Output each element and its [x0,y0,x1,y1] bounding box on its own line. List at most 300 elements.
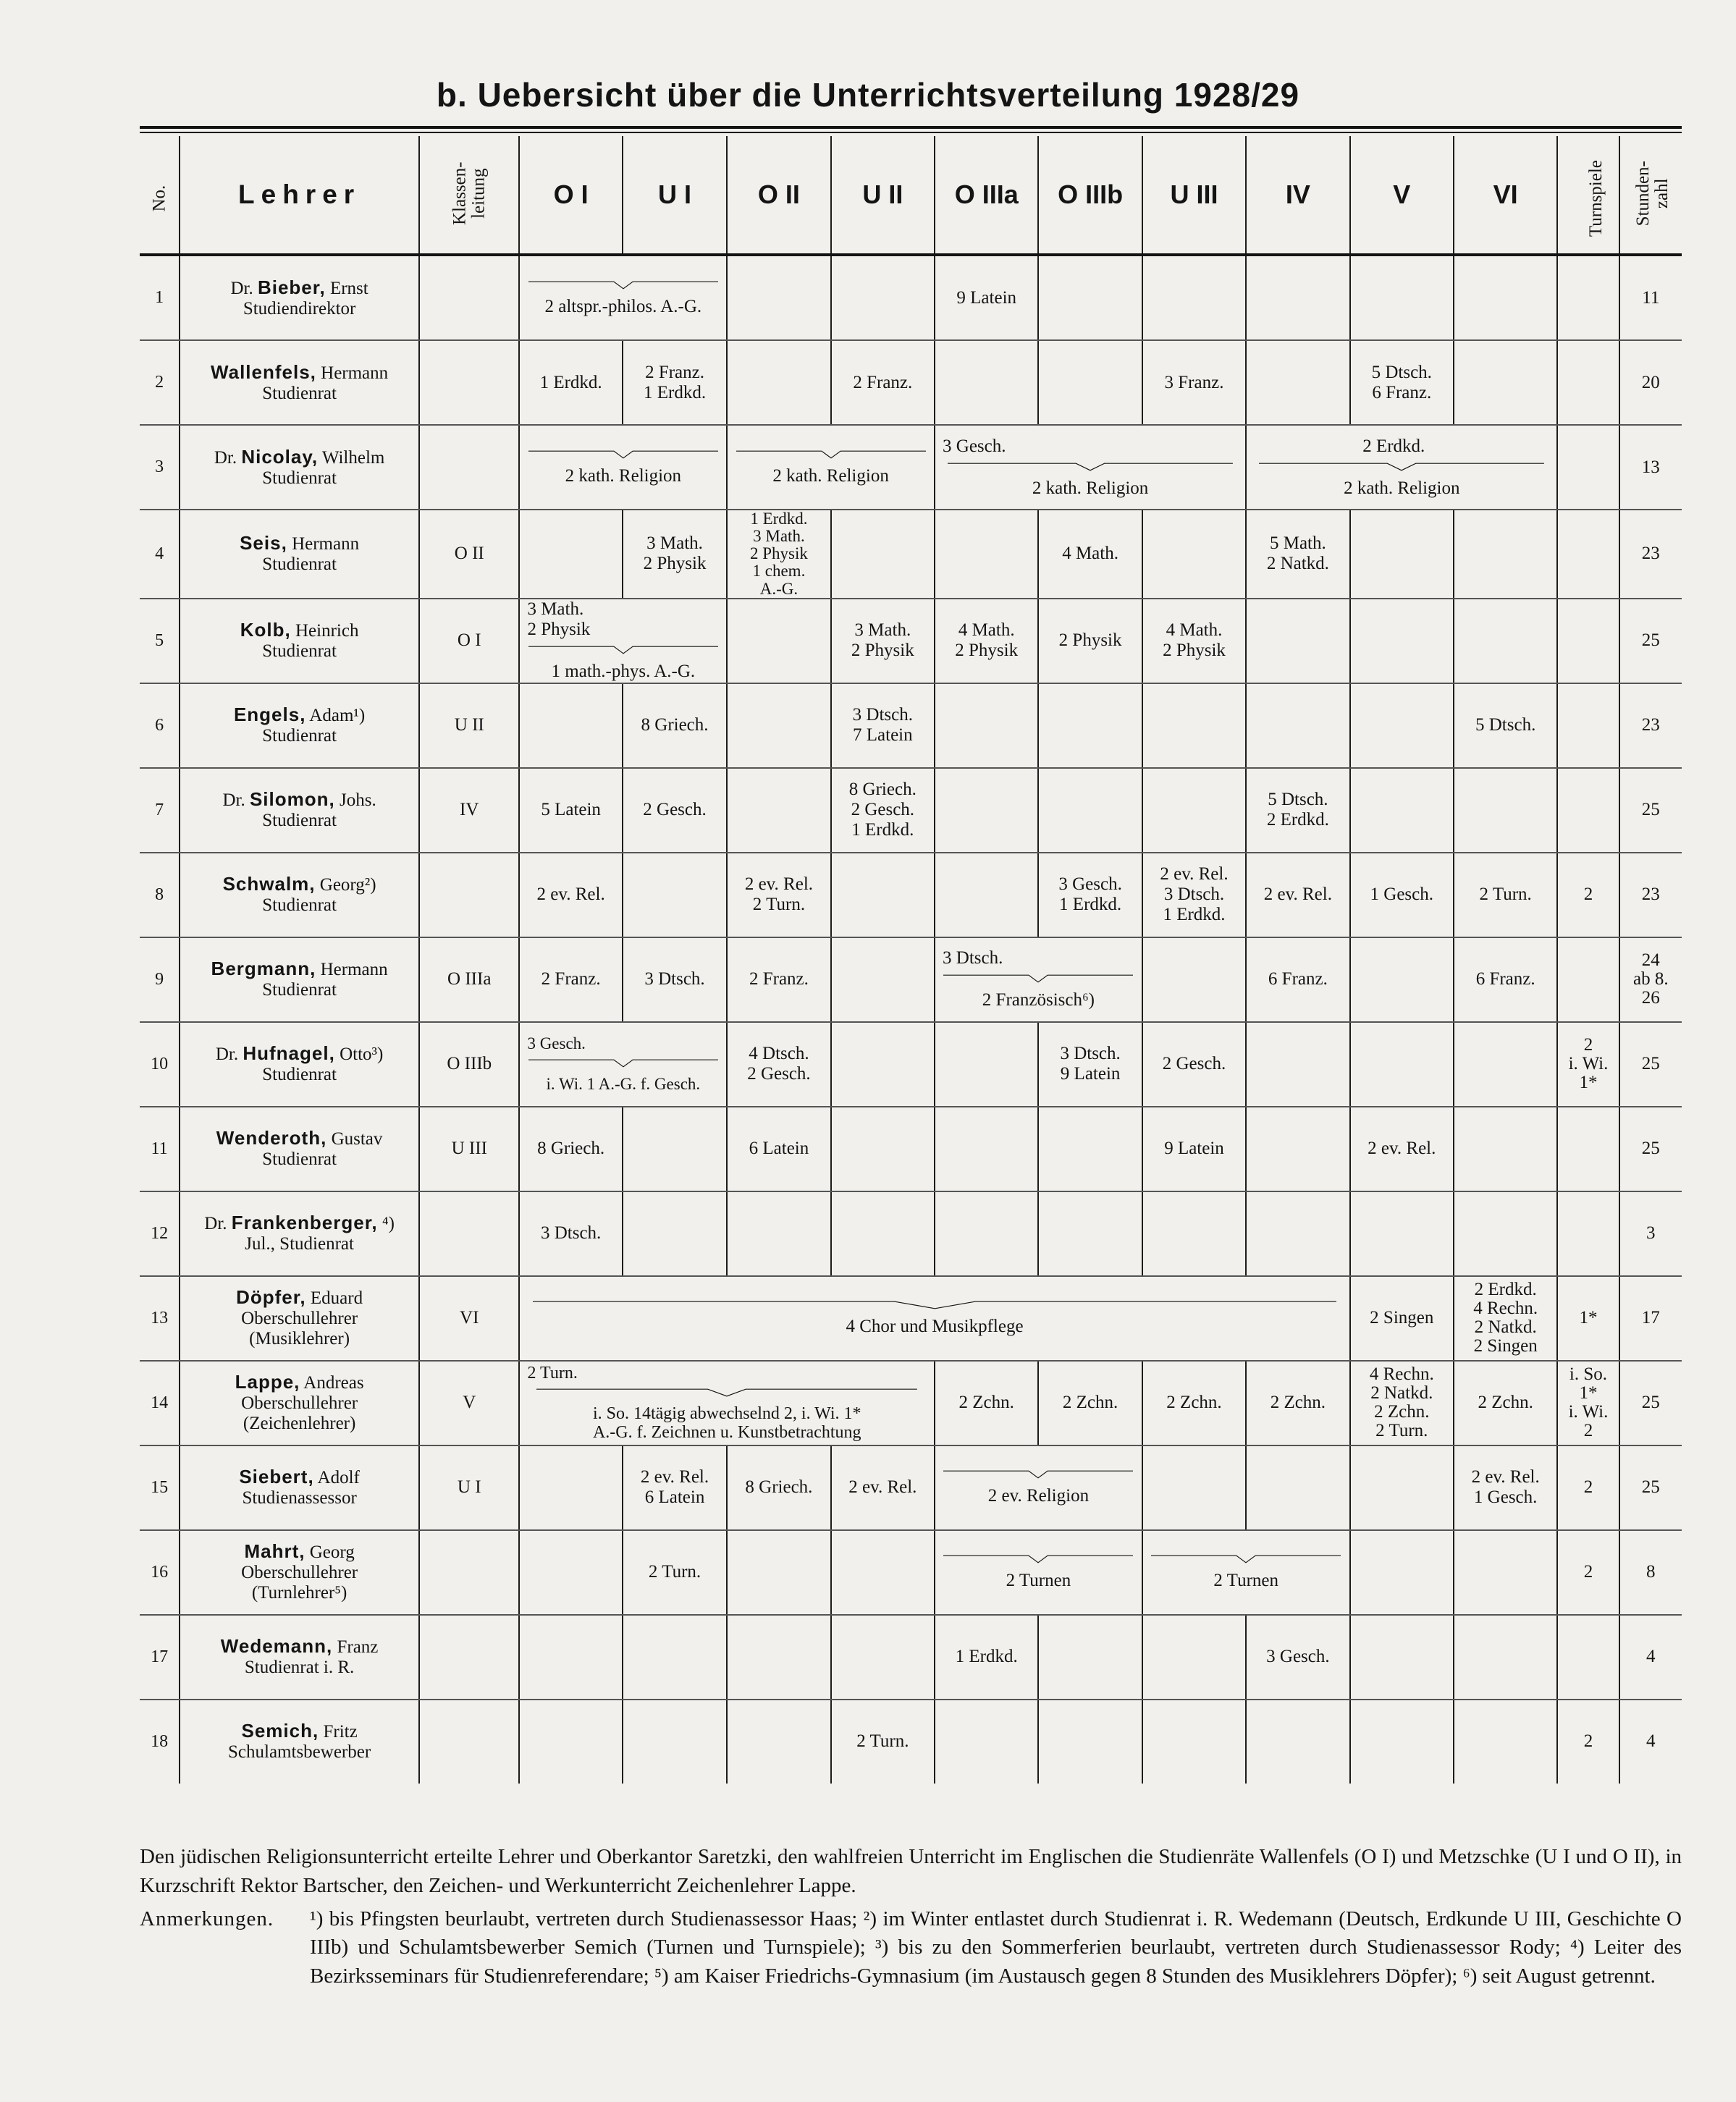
cell: 8 Griech. [519,1107,622,1191]
turnspiele [1557,937,1619,1022]
cell-span: 2 ev. Religion [935,1445,1142,1530]
header-class: O II [727,136,830,255]
stundenzahl: 25 [1619,1022,1682,1107]
row-no: 16 [140,1530,180,1615]
table-row [140,683,1682,768]
cell: 2 Zchn. [1246,1361,1349,1445]
cell: 3 Math. 2 Physik [831,599,935,683]
cell: 2 Zchn. [935,1361,1038,1445]
cell: 5 Dtsch. 2 Erdkd. [1246,768,1349,853]
page-title: b. Uebersicht über die Unterrichtsverteilung 1928/29 [436,76,1300,114]
cell: 8 Griech. [623,683,727,768]
cell [1038,1191,1142,1276]
cell-span: 4 Chor und Musikpflege [519,1276,1349,1361]
cell: 3 Dtsch. [519,1191,622,1276]
cell [935,510,1038,599]
cell [1246,683,1349,768]
klassenleitung [419,1191,519,1276]
turnspiele [1557,1615,1619,1700]
turnspiele: 2 [1557,853,1619,937]
cell [1142,937,1246,1022]
cell [1142,510,1246,599]
header-class: U II [831,136,935,255]
cell: 4 Math. 2 Physik [1142,599,1246,683]
cell [727,599,830,683]
cell [1246,1445,1349,1530]
teacher: Dr. Nicolay, Wilhelm Studienrat [180,425,419,510]
stundenzahl: 23 [1619,683,1682,768]
turnspiele [1557,683,1619,768]
row-no: 2 [140,340,180,425]
header-class: IV [1246,136,1349,255]
cell-span: 3 Gesch. i. Wi. 1 A.-G. f. Gesch. [519,1022,727,1107]
cell-span: 2 Turnen [935,1530,1142,1615]
cell [727,1530,830,1615]
cell [1350,1191,1454,1276]
cell-span: 2 Turnen [1142,1530,1350,1615]
cell: 2 ev. Rel. 6 Latein [623,1445,727,1530]
cell: 2 ev. Rel. [1350,1107,1454,1191]
cell-span: 3 Math. 2 Physik 1 math.-phys. A.-G. [519,599,727,683]
cell [623,1615,727,1700]
cell [1038,1107,1142,1191]
cell [1454,1191,1557,1276]
stundenzahl: 25 [1619,1445,1682,1530]
row-no: 15 [140,1445,180,1530]
cell: 2 Franz. 1 Erdkd. [623,340,727,425]
cell [935,768,1038,853]
row-no: 8 [140,853,180,937]
klassenleitung: O II [419,510,519,599]
row-no: 12 [140,1191,180,1276]
brace [528,279,718,291]
cell-span: 2 altspr.-philos. A.-G. [519,255,727,340]
cell: 1 Erdkd. 3 Math. 2 Physik 1 chem. A.-G. [727,510,830,599]
table-row [140,1445,1682,1530]
cell [1246,1022,1349,1107]
row-no: 7 [140,768,180,853]
turnspiele: 2 [1557,1700,1619,1784]
stundenzahl: 20 [1619,340,1682,425]
stundenzahl: 25 [1619,768,1682,853]
table-row [140,768,1682,853]
klassenleitung [419,1700,519,1784]
cell [1246,255,1349,340]
cell [831,1191,935,1276]
cell [1350,1022,1454,1107]
annotations [140,1905,1682,1991]
turnspiele: 2 i. Wi. 1* [1557,1022,1619,1107]
turnspiele [1557,599,1619,683]
stundenzahl: 3 [1619,1191,1682,1276]
cell [935,1022,1038,1107]
cell [1454,1022,1557,1107]
cell [1350,255,1454,340]
top-rule [140,126,1682,129]
header-class: O I [519,136,622,255]
brace [943,973,1133,984]
klassenleitung: O I [419,599,519,683]
cell [1142,1615,1246,1700]
row-no: 5 [140,599,180,683]
cell-span: 2 Erdkd. 2 kath. Religion [1246,425,1557,510]
row-no: 4 [140,510,180,599]
stundenzahl: 25 [1619,599,1682,683]
cell [623,1107,727,1191]
cell: 3 Gesch. 1 Erdkd. [1038,853,1142,937]
row-no: 11 [140,1107,180,1191]
row-no: 10 [140,1022,180,1107]
header-no: No. [140,136,180,255]
cell [1246,1191,1349,1276]
cell [1038,768,1142,853]
cell: 5 Math. 2 Natkd. [1246,510,1349,599]
klassenleitung [419,425,519,510]
cell: 2 Franz. [519,937,622,1022]
cell [1454,510,1557,599]
teacher: Dr. Silomon, Johs. Studienrat [180,768,419,853]
klassenleitung: U II [419,683,519,768]
row-no: 17 [140,1615,180,1700]
cell: 2 Zchn. [1454,1361,1557,1445]
cell [1454,1107,1557,1191]
notes-label: Anmerkungen. [140,1907,274,1930]
klassenleitung: U I [419,1445,519,1530]
cell [623,853,727,937]
teacher: Semich, Fritz Schulamtsbewerber [180,1700,419,1784]
brace [528,449,718,460]
teacher: Kolb, Heinrich Studienrat [180,599,419,683]
cell: 2 ev. Rel. 1 Gesch. [1454,1445,1557,1530]
row-no: 3 [140,425,180,510]
cell [1038,340,1142,425]
header-row [140,136,1682,255]
cell [1038,1700,1142,1784]
cell [1350,1530,1454,1615]
turnspiele [1557,1107,1619,1191]
cell [727,768,830,853]
cell: 5 Dtsch. [1454,683,1557,768]
row-no: 9 [140,937,180,1022]
klassenleitung [419,1530,519,1615]
turnspiele [1557,340,1619,425]
cell [831,1615,935,1700]
cell: 2 ev. Rel. 3 Dtsch. 1 Erdkd. [1142,853,1246,937]
cell [1246,340,1349,425]
header-stundenzahl: Stunden- zahl [1619,136,1682,255]
table-row [140,937,1682,1022]
cell [1454,1530,1557,1615]
cell [831,1107,935,1191]
header-class: V [1350,136,1454,255]
brace [528,644,718,656]
table-row [140,1615,1682,1700]
klassenleitung: U III [419,1107,519,1191]
cell: 5 Latein [519,768,622,853]
klassenleitung: IV [419,768,519,853]
cell [935,1107,1038,1191]
cell [1454,255,1557,340]
cell: 9 Latein [935,255,1038,340]
cell [727,1191,830,1276]
cell-span: 2 kath. Religion [519,425,727,510]
header-class: U I [623,136,727,255]
cell: 1 Erdkd. [519,340,622,425]
brace [948,461,1233,473]
stundenzahl: 11 [1619,255,1682,340]
cell [1454,1700,1557,1784]
cell [1350,510,1454,599]
cell [1142,1191,1246,1276]
row-no: 14 [140,1361,180,1445]
header-class: VI [1454,136,1557,255]
cell: 2 Turn. [831,1700,935,1784]
klassenleitung [419,255,519,340]
cell-span: 3 Dtsch. 2 Französisch⁶) [935,937,1142,1022]
cell: 2 ev. Rel. [1246,853,1349,937]
cell [519,1445,622,1530]
cell [935,853,1038,937]
header-klassenleitung: Klassen- leitung [419,136,519,255]
cell: 4 Dtsch. 2 Gesch. [727,1022,830,1107]
turnspiele: 2 [1557,1445,1619,1530]
cell: 5 Dtsch. 6 Franz. [1350,340,1454,425]
footer-note [140,1842,1682,1900]
brace [736,449,926,460]
cell [1246,599,1349,683]
cell [727,1700,830,1784]
cell [935,340,1038,425]
stundenzahl: 17 [1619,1276,1682,1361]
cell [1454,1615,1557,1700]
cell: 9 Latein [1142,1107,1246,1191]
header-class: U III [1142,136,1246,255]
teacher: Schwalm, Georg²) Studienrat [180,853,419,937]
cell: 3 Franz. [1142,340,1246,425]
klassenleitung [419,853,519,937]
table-row [140,1191,1682,1276]
turnspiele [1557,255,1619,340]
cell [831,510,935,599]
cell [935,683,1038,768]
klassenleitung: V [419,1361,519,1445]
distribution-table [140,136,1682,1784]
table-row [140,853,1682,937]
stundenzahl: 24 ab 8. 26 [1619,937,1682,1022]
cell [935,1191,1038,1276]
table-row [140,510,1682,599]
cell [727,340,830,425]
stundenzahl: 23 [1619,853,1682,937]
header-class: O IIIa [935,136,1038,255]
cell [1350,937,1454,1022]
klassenleitung: O IIIb [419,1022,519,1107]
cell: 2 Zchn. [1142,1361,1246,1445]
cell: 1 Erdkd. [935,1615,1038,1700]
cell: 2 Gesch. [623,768,727,853]
header-turnspiele: Turnspiele [1557,136,1619,255]
table-row [140,1022,1682,1107]
cell [831,853,935,937]
cell: 3 Dtsch. 7 Latein [831,683,935,768]
cell [935,1700,1038,1784]
turnspiele: 2 [1557,1530,1619,1615]
klassenleitung [419,340,519,425]
stundenzahl: 13 [1619,425,1682,510]
cell [727,683,830,768]
cell: 2 Turn. [1454,853,1557,937]
cell [831,937,935,1022]
turnspiele [1557,425,1619,510]
footer-text: Den jüdischen Religionsunterricht erteilte Lehrer und Oberkantor Saretzki, den wahlfreien Unterricht im Englischen die Studienräte Wallenfels (O I) und Metzschke (U I und O II), in Kurzschrift Rektor Bartscher, den Zeichen- und Werkunterricht Zeichenlehrer Lappe. [140,1845,1682,1898]
cell [1038,255,1142,340]
cell: 2 Gesch. [1142,1022,1246,1107]
klassenleitung: VI [419,1276,519,1361]
cell [1350,1700,1454,1784]
cell: 3 Dtsch. [623,937,727,1022]
cell-span: 2 kath. Religion [727,425,935,510]
cell: 2 Franz. [727,937,830,1022]
cell: 2 ev. Rel. [831,1445,935,1530]
turnspiele: 1* [1557,1276,1619,1361]
table-row [140,1276,1682,1361]
cell [519,1700,622,1784]
cell: 4 Rechn. 2 Natkd. 2 Zchn. 2 Turn. [1350,1361,1454,1445]
cell [623,1191,727,1276]
teacher: Wallenfels, Hermann Studienrat [180,340,419,425]
cell [1038,683,1142,768]
teacher: Wenderoth, Gustav Studienrat [180,1107,419,1191]
teacher: Mahrt, Georg Oberschullehrer (Turnlehrer⁵) [180,1530,419,1615]
cell [727,1615,830,1700]
row-no: 18 [151,1731,169,1751]
brace [536,1387,917,1398]
cell [1454,340,1557,425]
teacher: Dr. Bieber, Ernst Studiendirektor [180,255,419,340]
cell [1246,1700,1349,1784]
teacher: Lappe, Andreas Oberschullehrer (Zeichenlehrer) [180,1361,419,1445]
cell [1454,599,1557,683]
cell [831,255,935,340]
stundenzahl: 23 [1619,510,1682,599]
teacher: Dr. Frankenberger, ⁴) Jul., Studienrat [180,1191,419,1276]
turnspiele: i. So. 1* i. Wi. 2 [1557,1361,1619,1445]
table-row [140,1530,1682,1615]
cell: 2 Singen [1350,1276,1454,1361]
teacher: Bergmann, Hermann Studienrat [180,937,419,1022]
cell [519,1530,622,1615]
cell [1454,768,1557,853]
brace [1151,1553,1341,1565]
cell [831,1022,935,1107]
cell: 2 Physik [1038,599,1142,683]
teacher: Dr. Hufnagel, Otto³) Studienrat [180,1022,419,1107]
cell [1142,1700,1246,1784]
brace [943,1553,1133,1565]
cell [1350,768,1454,853]
cell: 8 Griech. 2 Gesch. 1 Erdkd. [831,768,935,853]
table-row [140,599,1682,683]
stundenzahl: 4 [1619,1700,1682,1784]
cell [519,683,622,768]
cell [1142,768,1246,853]
cell-span: 3 Gesch. 2 kath. Religion [935,425,1246,510]
brace [943,1469,1133,1480]
brace [528,1058,718,1069]
table-row [140,255,1682,340]
teacher: Seis, Hermann Studienrat [180,510,419,599]
cell [1142,255,1246,340]
teacher: Siebert, Adolf Studienassessor [180,1445,419,1530]
klassenleitung: O IIIa [419,937,519,1022]
turnspiele [1557,1191,1619,1276]
cell: 4 Math. [1038,510,1142,599]
cell [623,1700,727,1784]
stundenzahl: 8 [1619,1530,1682,1615]
cell: 2 Erdkd. 4 Rechn. 2 Natkd. 2 Singen [1454,1276,1557,1361]
cell [519,510,622,599]
cell: 2 Zchn. [1038,1361,1142,1445]
cell: 3 Gesch. [1246,1615,1349,1700]
cell: 3 Dtsch. 9 Latein [1038,1022,1142,1107]
cell [1350,1445,1454,1530]
row-no: 1 [140,255,180,340]
cell [1350,683,1454,768]
header-lehrer: Lehrer [180,136,419,255]
cell [1350,599,1454,683]
cell [1142,683,1246,768]
cell [1246,1107,1349,1191]
cell: 2 Turn. [623,1530,727,1615]
row-no: 6 [140,683,180,768]
teacher: Engels, Adam¹) Studienrat [180,683,419,768]
cell [831,1530,935,1615]
cell-span: 2 Turn. i. So. 14tägig abwechselnd 2, i. Wi. 1* A.-G. f. Zeichnen u. Kunstbetrachtung [519,1361,935,1445]
teacher: Wedemann, Franz Studienrat i. R. [180,1615,419,1700]
cell: 3 Math. 2 Physik [623,510,727,599]
cell: 6 Franz. [1246,937,1349,1022]
notes-text: ¹) bis Pfingsten beurlaubt, vertreten durch Studienassessor Haas; ²) im Winter entlastet durch Studienrat i. R. Wedemann (Deutsch, Erdkunde U III, Geschichte O IIIb) und Schulamtsbewerber Semich (Turnen und Turnspiele); ³) bis zu den Sommerferien beurlaubt, vertreten durch Studienassessor Rody; ⁴) Leiter des Bezirksseminars für Studienreferendare; ⁵) am Kaiser Friedrichs-Gymnasium (im Austausch gegen 8 Stunden des Musiklehrers Döpfer); ⁶) seit August getrennt. [310,1907,1682,1988]
stundenzahl: 25 [1619,1107,1682,1191]
top-rule-thin [140,132,1682,133]
cell: 8 Griech. [727,1445,830,1530]
brace [533,1299,1337,1311]
cell [1038,1615,1142,1700]
cell: 2 ev. Rel. [519,853,622,937]
cell [519,1615,622,1700]
cell: 2 ev. Rel. 2 Turn. [727,853,830,937]
stundenzahl: 25 [1619,1361,1682,1445]
table-row [140,1107,1682,1191]
cell [727,255,830,340]
table-row [140,425,1682,510]
teacher: Döpfer, Eduard Oberschullehrer (Musiklehrer) [180,1276,419,1361]
turnspiele [1557,510,1619,599]
cell [1142,1445,1246,1530]
row-no: 13 [140,1276,180,1361]
cell: 1 Gesch. [1350,853,1454,937]
cell [1350,1615,1454,1700]
brace [1259,461,1544,473]
table-row [140,1361,1682,1445]
table-row [140,340,1682,425]
stundenzahl: 4 [1619,1615,1682,1700]
cell: 6 Latein [727,1107,830,1191]
cell: 4 Math. 2 Physik [935,599,1038,683]
header-class: O IIIb [1038,136,1142,255]
klassenleitung [419,1615,519,1700]
table-row [140,1700,1682,1784]
